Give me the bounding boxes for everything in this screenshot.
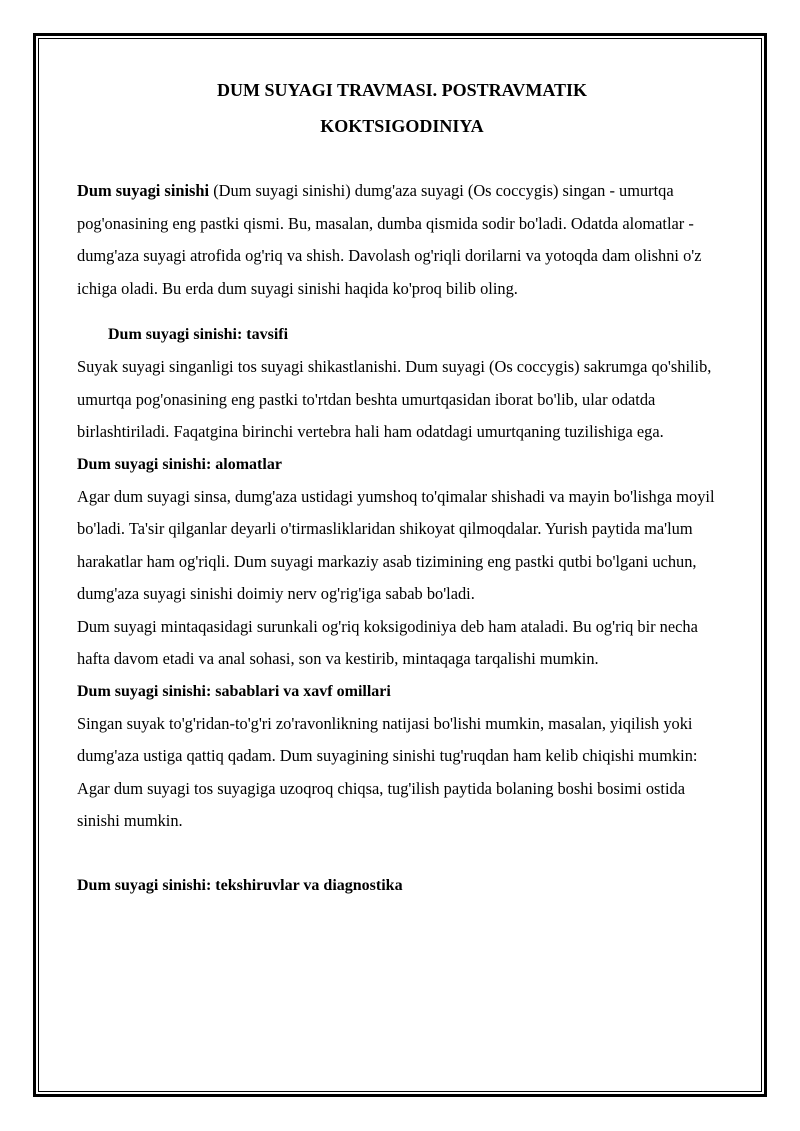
document-body	[77, 72, 727, 902]
section-heading-diagnostics: Dum suyagi sinishi: tekshiruvlar va diagnostika	[77, 876, 403, 894]
title-line-1: DUM SUYAGI TRAVMASI. POSTRAVMATIK	[216, 80, 588, 100]
section-heading-causes: Dum suyagi sinishi: sabablari va xavf omillari	[77, 682, 391, 700]
section-symptoms-paragraph-2: Dum suyagi mintaqasidagi surunkali og'riq koksigodiniya deb ham ataladi. Bu og'riq bir necha hafta davom etadi va anal sohasi, son va kestirib, mintaqaga tarqalishi mumkin.	[77, 616, 698, 668]
title-line-2: KOKTSIGODINIYA	[320, 116, 484, 136]
blank-line	[77, 838, 727, 870]
intro-lead-bold: Dum suyagi sinishi	[77, 181, 210, 200]
section-symptoms-paragraph-1: Agar dum suyagi sinsa, dumg'aza ustidagi yumshoq to'qimalar shishadi va mayin bo'lishga moyil bo'ladi. Ta'sir qilganlar deyarli o'tirmasliklaridan shikoyat qilmoqdalar. Yurish paytida ma'lum harakatlar ham og'riqli. Dum suyagi markaziy asab tizimining eng pastki qutbi bo'lgani uchun, dumg'aza suyagi sinishi doimiy nerv og'rig'iga sabab bo'ladi.	[77, 486, 715, 603]
section-heading-description: Dum suyagi sinishi: tavsifi	[108, 326, 289, 343]
document-title	[77, 72, 727, 144]
section-heading-symptoms: Dum suyagi sinishi: alomatlar	[77, 455, 282, 473]
section-description-paragraph: Suyak suyagi singanligi tos suyagi shikastlanishi. Dum suyagi (Os coccygis) sakrumga qo'shilib, umurtqa pog'onasining eng pastki to'rtdan beshta umurtqasidan iborat bo'lib, ular odatda birlashtiriladi. Faqatgina birinchi vertebra hali ham odatdagi umurtqaning tuzilishiga ega.	[77, 357, 712, 441]
section-causes-paragraph: Singan suyak to'g'ridan-to'g'ri zo'ravonlikning natijasi bo'lishi mumkin, masalan, yiqilish yoki dumg'aza ustiga qattiq qadam. Dum suyagining sinishi tug'ruqdan ham kelib chiqishi mumkin: Agar dum suyagi tos suyagiga uzoqroq chiqsa, tug'ilish paytida bolaning boshi bosimi ostida sinishi mumkin.	[77, 713, 698, 830]
intro-paragraph	[77, 175, 727, 305]
intro-text: (Dum suyagi sinishi) dumg'aza suyagi (Os coccygis) singan - umurtqa pog'onasining eng pastki qismi. Bu, masalan, dumba qismida sodir bo'ladi. Odatda alomatlar - dumg'aza suyagi atrofida og'riq va shish. Davolash og'riqli dorilarni va yotoqda dam olishni o'z ichiga oladi. Bu erda dum suyagi sinishi haqida ko'proq bilib oling.	[77, 181, 702, 298]
